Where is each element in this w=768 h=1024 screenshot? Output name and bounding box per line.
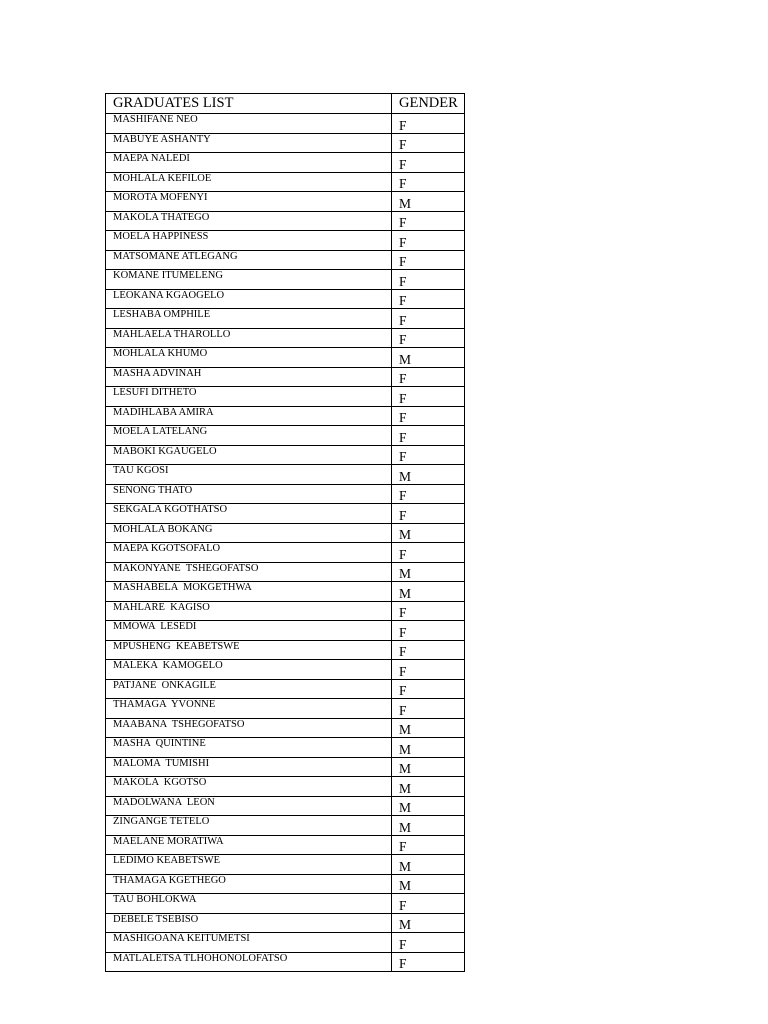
table-row bbox=[106, 913, 465, 933]
gender-cell: F bbox=[392, 484, 465, 504]
graduate-name-cell: ZINGANGE TETELO bbox=[106, 816, 392, 836]
table-row bbox=[106, 426, 465, 446]
gender-cell: F bbox=[392, 309, 465, 329]
graduate-name-cell: MAEPA KGOTSOFALO bbox=[106, 543, 392, 563]
graduate-name-cell: MPUSHENG KEABETSWE bbox=[106, 640, 392, 660]
graduate-name-cell: MAKOLA KGOTSO bbox=[106, 777, 392, 797]
table-row bbox=[106, 172, 465, 192]
table-row bbox=[106, 250, 465, 270]
table-row bbox=[106, 874, 465, 894]
table-row bbox=[106, 523, 465, 543]
graduate-name-cell: MOELA LATELANG bbox=[106, 426, 392, 446]
graduate-name-cell: MOELA HAPPINESS bbox=[106, 231, 392, 251]
graduate-name-cell: MAELANE MORATIWA bbox=[106, 835, 392, 855]
graduate-name-cell: MATLALETSA TLHOHONOLOFATSO bbox=[106, 952, 392, 972]
table-row bbox=[106, 738, 465, 758]
gender-cell: F bbox=[392, 406, 465, 426]
gender-cell: F bbox=[392, 387, 465, 407]
graduate-name-cell: MOHLALA KEFILOE bbox=[106, 172, 392, 192]
graduate-name-cell: LESUFI DITHETO bbox=[106, 387, 392, 407]
graduate-name-cell: THAMAGA KGETHEGO bbox=[106, 874, 392, 894]
table-row bbox=[106, 289, 465, 309]
graduate-name-cell: THAMAGA YVONNE bbox=[106, 699, 392, 719]
graduates-table bbox=[105, 93, 465, 972]
graduate-name-cell: MASHABELA MOKGETHWA bbox=[106, 582, 392, 602]
gender-cell: M bbox=[392, 855, 465, 875]
gender-cell: F bbox=[392, 952, 465, 972]
graduate-name-cell: MALEKA KAMOGELO bbox=[106, 660, 392, 680]
table-row bbox=[106, 894, 465, 914]
table-row bbox=[106, 621, 465, 641]
graduate-name-cell: MASHIGOANA KEITUMETSI bbox=[106, 933, 392, 953]
gender-cell: F bbox=[392, 621, 465, 641]
table-row bbox=[106, 543, 465, 563]
table-row bbox=[106, 387, 465, 407]
gender-cell: F bbox=[392, 250, 465, 270]
gender-cell: F bbox=[392, 114, 465, 134]
table-row bbox=[106, 835, 465, 855]
gender-cell: M bbox=[392, 348, 465, 368]
table-row bbox=[106, 114, 465, 134]
table-row bbox=[106, 211, 465, 231]
gender-cell: M bbox=[392, 796, 465, 816]
graduate-name-cell: TAU BOHLOKWA bbox=[106, 894, 392, 914]
gender-cell: M bbox=[392, 777, 465, 797]
graduate-name-cell: MOHLALA BOKANG bbox=[106, 523, 392, 543]
table-row bbox=[106, 465, 465, 485]
table-row bbox=[106, 601, 465, 621]
graduate-name-cell: MAHLARE KAGISO bbox=[106, 601, 392, 621]
gender-cell: F bbox=[392, 933, 465, 953]
graduate-name-cell: KOMANE ITUMELENG bbox=[106, 270, 392, 290]
gender-cell: F bbox=[392, 894, 465, 914]
gender-cell: F bbox=[392, 679, 465, 699]
table-row bbox=[106, 406, 465, 426]
graduate-name-cell: MALOMA TUMISHI bbox=[106, 757, 392, 777]
gender-cell: F bbox=[392, 231, 465, 251]
table-row bbox=[106, 309, 465, 329]
table-row bbox=[106, 270, 465, 290]
table-row bbox=[106, 192, 465, 212]
table-row bbox=[106, 562, 465, 582]
gender-cell: M bbox=[392, 874, 465, 894]
gender-cell: M bbox=[392, 562, 465, 582]
graduate-name-cell: MAKONYANE TSHEGOFATSO bbox=[106, 562, 392, 582]
gender-cell: M bbox=[392, 816, 465, 836]
table-row bbox=[106, 640, 465, 660]
gender-cell: F bbox=[392, 660, 465, 680]
table-row bbox=[106, 367, 465, 387]
gender-cell: F bbox=[392, 172, 465, 192]
table-row bbox=[106, 679, 465, 699]
graduate-name-cell: MAEPA NALEDI bbox=[106, 153, 392, 173]
table-row bbox=[106, 718, 465, 738]
graduate-name-cell: MOROTA MOFENYI bbox=[106, 192, 392, 212]
graduate-name-cell: TAU KGOSI bbox=[106, 465, 392, 485]
graduate-name-cell: MAABANA TSHEGOFATSO bbox=[106, 718, 392, 738]
table-body bbox=[106, 114, 465, 972]
table-row bbox=[106, 231, 465, 251]
gender-cell: M bbox=[392, 913, 465, 933]
gender-cell: F bbox=[392, 211, 465, 231]
table-row bbox=[106, 777, 465, 797]
graduate-name-cell: PATJANE ONKAGILE bbox=[106, 679, 392, 699]
gender-cell: F bbox=[392, 835, 465, 855]
table-row bbox=[106, 153, 465, 173]
graduate-name-cell: MASHIFANE NEO bbox=[106, 114, 392, 134]
gender-cell: F bbox=[392, 289, 465, 309]
gender-cell: M bbox=[392, 582, 465, 602]
graduate-name-cell: MMOWA LESEDI bbox=[106, 621, 392, 641]
table-header-row bbox=[106, 94, 465, 114]
table-row bbox=[106, 504, 465, 524]
table-row bbox=[106, 699, 465, 719]
gender-cell: F bbox=[392, 153, 465, 173]
table-row bbox=[106, 328, 465, 348]
table-row bbox=[106, 133, 465, 153]
table-row bbox=[106, 952, 465, 972]
gender-cell: F bbox=[392, 445, 465, 465]
table-row bbox=[106, 855, 465, 875]
table-row bbox=[106, 933, 465, 953]
graduate-name-cell: SEKGALA KGOTHATSO bbox=[106, 504, 392, 524]
header-graduates-list: GRADUATES LIST bbox=[106, 94, 392, 114]
graduate-name-cell: LEDIMO KEABETSWE bbox=[106, 855, 392, 875]
gender-cell: F bbox=[392, 543, 465, 563]
gender-cell: M bbox=[392, 738, 465, 758]
graduate-name-cell: LEOKANA KGAOGELO bbox=[106, 289, 392, 309]
gender-cell: F bbox=[392, 328, 465, 348]
gender-cell: F bbox=[392, 640, 465, 660]
table-row bbox=[106, 816, 465, 836]
graduate-name-cell: MABOKI KGAUGELO bbox=[106, 445, 392, 465]
gender-cell: F bbox=[392, 367, 465, 387]
gender-cell: M bbox=[392, 718, 465, 738]
header-gender: GENDER bbox=[392, 94, 465, 114]
gender-cell: F bbox=[392, 504, 465, 524]
gender-cell: F bbox=[392, 426, 465, 446]
gender-cell: F bbox=[392, 699, 465, 719]
graduate-name-cell: MABUYE ASHANTY bbox=[106, 133, 392, 153]
gender-cell: F bbox=[392, 133, 465, 153]
gender-cell: F bbox=[392, 601, 465, 621]
graduate-name-cell: MADOLWANA LEON bbox=[106, 796, 392, 816]
gender-cell: M bbox=[392, 465, 465, 485]
table-row bbox=[106, 757, 465, 777]
table-row bbox=[106, 445, 465, 465]
graduate-name-cell: MADIHLABA AMIRA bbox=[106, 406, 392, 426]
graduate-name-cell: SENONG THATO bbox=[106, 484, 392, 504]
table-row bbox=[106, 660, 465, 680]
graduate-name-cell: MOHLALA KHUMO bbox=[106, 348, 392, 368]
table-row bbox=[106, 582, 465, 602]
table-row bbox=[106, 484, 465, 504]
table-row bbox=[106, 348, 465, 368]
gender-cell: F bbox=[392, 270, 465, 290]
graduate-name-cell: MAKOLA THATEGO bbox=[106, 211, 392, 231]
gender-cell: M bbox=[392, 757, 465, 777]
gender-cell: M bbox=[392, 192, 465, 212]
gender-cell: M bbox=[392, 523, 465, 543]
table-row bbox=[106, 796, 465, 816]
graduate-name-cell: MASHA QUINTINE bbox=[106, 738, 392, 758]
graduate-name-cell: LESHABA OMPHILE bbox=[106, 309, 392, 329]
graduate-name-cell: DEBELE TSEBISO bbox=[106, 913, 392, 933]
graduate-name-cell: MATSOMANE ATLEGANG bbox=[106, 250, 392, 270]
graduate-name-cell: MASHA ADVINAH bbox=[106, 367, 392, 387]
graduate-name-cell: MAHLAELA THAROLLO bbox=[106, 328, 392, 348]
